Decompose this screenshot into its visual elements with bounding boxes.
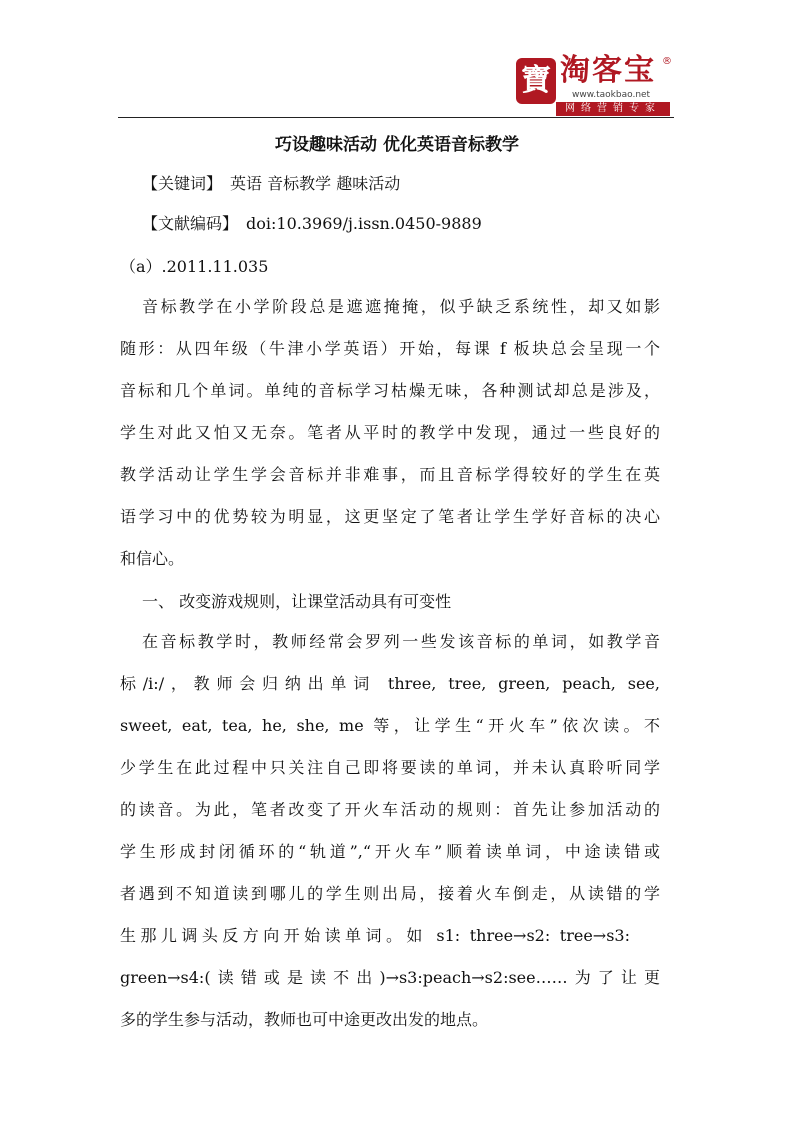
paragraph-2-line: 的读音。为此，笔者改变了开火车活动的规则：首先让参加活动的 <box>120 800 660 819</box>
paragraph-2-line: 学生形成封闭循环的“轨道”,“开火车”顺着读单词，中途读错或 <box>120 842 660 861</box>
keywords-value: 英语 音标教学 趣味活动 <box>230 174 401 193</box>
paragraph-2-line: sweet, eat, tea, he, she, me 等，让学生“开火车”依次读。不 <box>120 716 660 735</box>
document-title: 巧设趣味活动 优化英语音标教学 <box>275 135 519 155</box>
paragraph-1-line: 和信心。 <box>120 549 185 568</box>
logo-seal-icon: 寶 <box>516 58 556 104</box>
section-1-heading: 一、 改变游戏规则，让课堂活动具有可变性 <box>142 592 452 611</box>
paragraph-1-line: 语学习中的优势较为明显，这更坚定了笔者让学生学好音标的决心 <box>120 507 660 526</box>
logo-slogan: 网络营销专家 <box>556 102 670 116</box>
paragraph-2-line: 少学生在此过程中只关注自己即将要读的单词，并未认真聆听同学 <box>120 758 660 777</box>
paragraph-1-line: 教学活动让学生学会音标并非难事，而且音标学得较好的学生在英 <box>120 465 660 484</box>
header-divider <box>118 117 674 118</box>
paragraph-2-line: 多的学生参与活动，教师也可中途更改出发的地点。 <box>120 1010 489 1029</box>
keywords-label: 【关键词】 <box>142 174 223 193</box>
doc-code-line <box>142 212 702 236</box>
paragraph-2-line: green→s4:(读错或是读不出)→s3:peach→s2:see……为了让更 <box>120 968 660 987</box>
paragraph-1-line: 音标和几个单词。单纯的音标学习枯燥无味，各种测试却总是涉及， <box>120 381 660 400</box>
keywords-line <box>142 172 702 196</box>
paragraph-2-line: 在音标教学时，教师经常会罗列一些发该音标的单词，如教学音 <box>142 632 660 651</box>
paragraph-2-line: 生那儿调头反方向开始读单词。如 s1: three→s2: tree→s3: <box>120 926 630 945</box>
paragraph-1-line: 学生对此又怕又无奈。笔者从平时的教学中发现，通过一些良好的 <box>120 423 660 442</box>
doc-code-value: doi:10.3969/j.issn.0450-9889 <box>246 214 482 233</box>
logo-brand-name: 淘客宝 <box>560 53 656 88</box>
doc-code-label: 【文献编码】 <box>142 214 239 233</box>
brand-logo <box>516 52 676 118</box>
paragraph-2-line: 者遇到不知道读到哪儿的学生则出局，接着火车倒走，从读错的学 <box>120 884 660 903</box>
doc-code-continued: （a）.2011.11.035 <box>120 257 269 276</box>
logo-url: www.taokbao.net <box>572 90 651 100</box>
registered-mark: ® <box>662 56 672 67</box>
paragraph-1-line: 音标教学在小学阶段总是遮遮掩掩，似乎缺乏系统性，却又如影 <box>142 297 660 316</box>
paragraph-1-line: 随形：从四年级（牛津小学英语）开始，每课 f 板块总会呈现一个 <box>120 339 660 358</box>
paragraph-2-line: 标/i:/，教师会归纳出单词 three, tree, green, peach, see, <box>120 674 660 693</box>
